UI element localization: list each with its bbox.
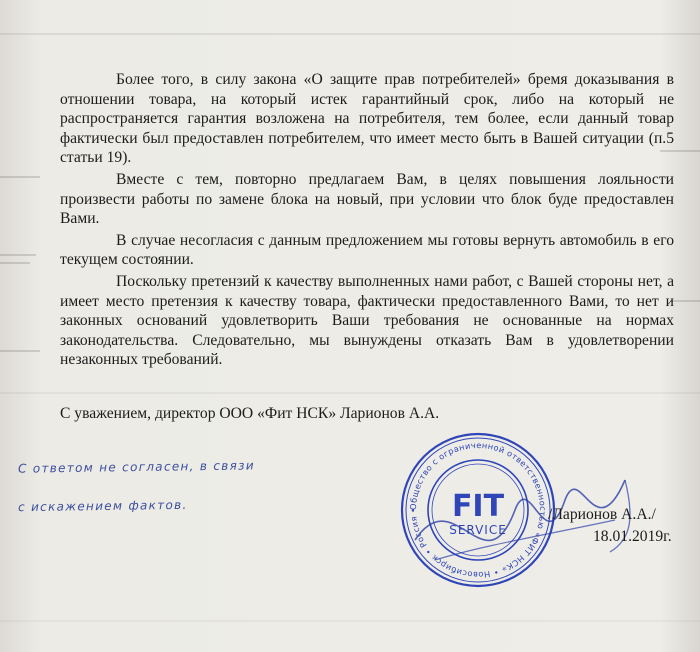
letter-body	[60, 70, 674, 372]
paragraph-3: В случае несогласия с данным предложением мы готовы вернуть автомобиль в его текущем состоянии.	[60, 231, 674, 269]
handwritten-note-line-1: С ответом не согласен, в связи	[17, 458, 255, 476]
stamp-ring-text: Общество с ограниченной ответственностью «ФИТ НСК» • Новосибирск • Россия •	[407, 439, 549, 581]
signoff-line: С уважением, директор ООО «Фит НСК» Ларионов А.А.	[60, 405, 440, 422]
signature-name: /Ларионов А.А./	[548, 506, 656, 523]
paragraph-2: Вместе с тем, повторно предлагаем Вам, в целях повышения лояльности произвести работы по замене блока на новый, при условии что блок буде предоставлен Вами.	[60, 170, 674, 228]
stamp-logo: FIT	[451, 489, 505, 524]
document-date: 18.01.2019г.	[593, 528, 672, 545]
stamp-logo-sub: SERVICE	[449, 523, 507, 537]
paragraph-1: Более того, в силу закона «О защите прав потребителей» бремя доказывания в отношении товара, на который истек гарантийный срок, либо на который не распространяется гарантия возложена на потребителя, тем более, если данный товар фактически был предоставлен потребителем, что имеет место быть в Вашей ситуации (п.5 статьи 19).	[60, 71, 674, 167]
handwritten-note-line-2: с искажением фактов.	[17, 497, 188, 515]
paragraph-4: Поскольку претензий к качеству выполненных нами работ, с Вашей стороны нет, а имеет место претензия к качеству товара, фактически предоставленного Вами, то нет и законных оснований удовлетворить Ваши требования не основанные на нормах законодательства. Следовательно, мы вынуждены отказать Вам в удовлетворении незаконных требований.	[60, 272, 674, 369]
